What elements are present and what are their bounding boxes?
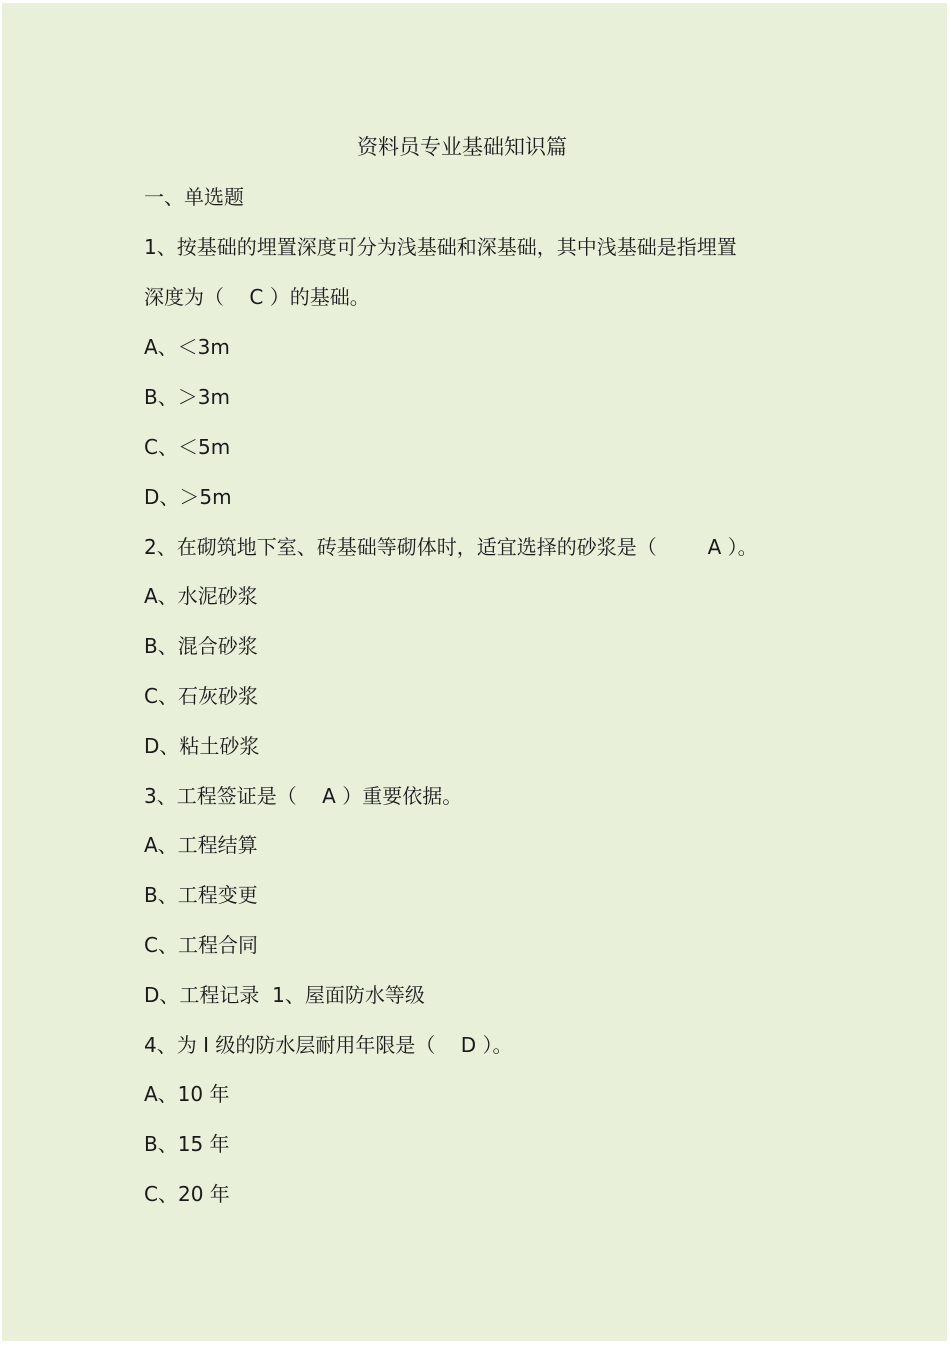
q4-option-a: A、10 年 bbox=[144, 1082, 230, 1106]
q4-option-c: C、20 年 bbox=[144, 1182, 230, 1206]
q1-option-d: D、＞5m bbox=[144, 485, 232, 509]
document-page bbox=[2, 3, 947, 1341]
q2-option-b: B、混合砂浆 bbox=[144, 634, 258, 658]
question-1-line-1: 1、按基础的埋置深度可分为浅基础和深基础，其中浅基础是指埋置 bbox=[144, 235, 737, 259]
q2-option-d: D、粘土砂浆 bbox=[144, 734, 260, 758]
q3-option-c: C、工程合同 bbox=[144, 933, 258, 957]
document-title: 资料员专业基础知识篇 bbox=[357, 135, 567, 159]
section-heading: 一、单选题 bbox=[144, 185, 244, 209]
question-4: 4、为 I 级的防水层耐用年限是（ D ）。 bbox=[144, 1033, 513, 1057]
q2-option-a: A、水泥砂浆 bbox=[144, 584, 258, 608]
question-3: 3、工程签证是（ A ）重要依据。 bbox=[144, 784, 463, 808]
q3-option-b: B、工程变更 bbox=[144, 883, 258, 907]
q1-option-b: B、＞3m bbox=[144, 385, 230, 409]
q3-option-d: D、工程记录 1、屋面防水等级 bbox=[144, 983, 425, 1007]
q1-option-a: A、＜3m bbox=[144, 335, 230, 359]
q4-option-b: B、15 年 bbox=[144, 1132, 230, 1156]
question-1-line-2: 深度为（ C ）的基础。 bbox=[144, 285, 370, 309]
q1-option-c: C、＜5m bbox=[144, 435, 231, 459]
question-2: 2、在砌筑地下室、砖基础等砌体时，适宜选择的砂浆是（ A ）。 bbox=[144, 535, 758, 559]
q3-option-a: A、工程结算 bbox=[144, 833, 258, 857]
q2-option-c: C、石灰砂浆 bbox=[144, 684, 258, 708]
